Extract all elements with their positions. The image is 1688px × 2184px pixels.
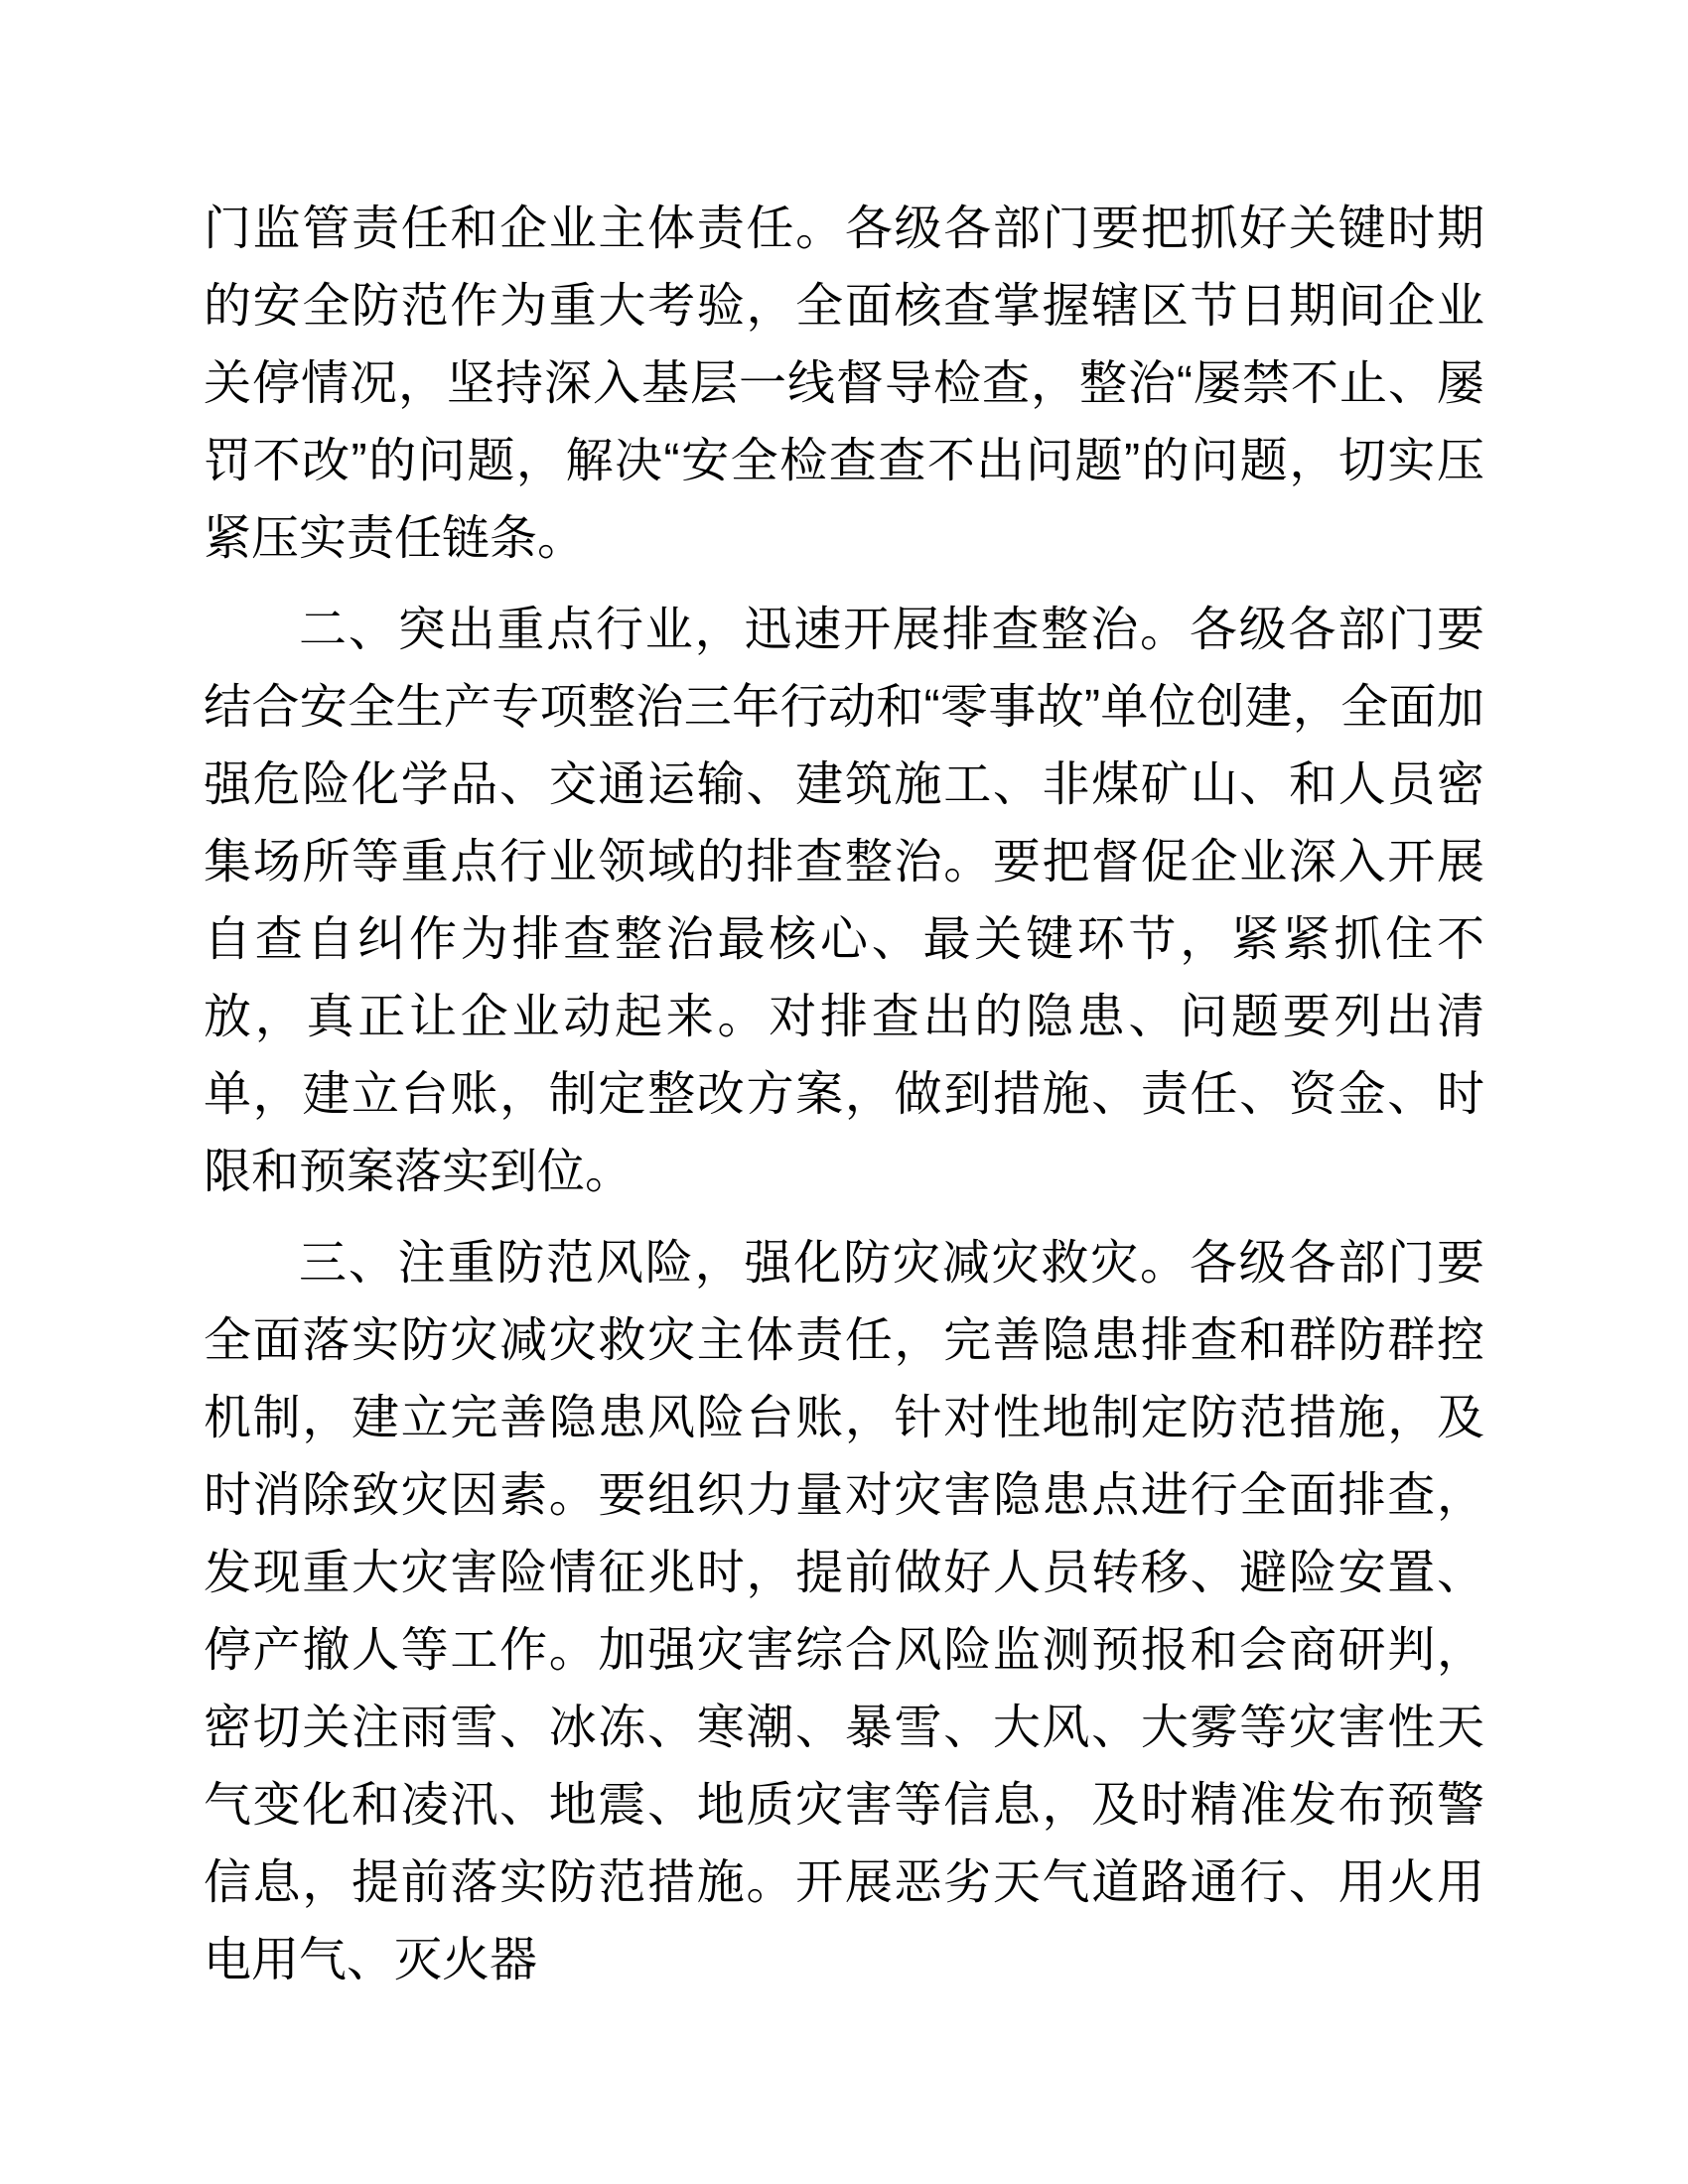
paragraph-section-two: 二、突出重点行业，迅速开展排查整治。各级各部门要结合安全生产专项整治三年行动和“零事故”单位创建，全面加强危险化学品、交通运输、建筑施工、非煤矿山、和人员密集场所等重点行业领域的排查整治。要把督促企业深入开展自查自纠作为排查整治最核心、最关键环节，紧紧抓住不放，真正让企业动起来。对排查出的隐患、问题要列出清单，建立台账，制定整改方案，做到措施、责任、资金、时限和预案落实到位。 (204, 604, 1484, 1198)
paragraph-section-three: 三、注重防范风险，强化防灾减灾救灾。各级各部门要全面落实防灾减灾救灾主体责任，完善隐患排查和群防群控机制，建立完善隐患风险台账，针对性地制定防范措施，及时消除致灾因素。要组织力量对灾害隐患点进行全面排查，发现重大灾害险情征兆时，提前做好人员转移、避险安置、停产撤人等工作。加强灾害综合风险监测预报和会商研判，密切关注雨雪、冰冻、寒潮、暴雪、大风、大雾等灾害性天气变化和凌汛、地震、地质灾害等信息，及时精准发布预警信息，提前落实防范措施。开展恶劣天气道路通行、用火用电用气、灭火器 (204, 1237, 1484, 1986)
document-page (204, 191, 1484, 2013)
paragraph-continuation: 门监管责任和企业主体责任。各级各部门要把抓好关键时期的安全防范作为重大考验，全面核查掌握辖区节日期间企业关停情况，坚持深入基层一线督导检查，整治“屡禁不止、屡罚不改”的问题，解决“安全检查查不出问题”的问题，切实压紧压实责任链条。 (204, 203, 1484, 565)
